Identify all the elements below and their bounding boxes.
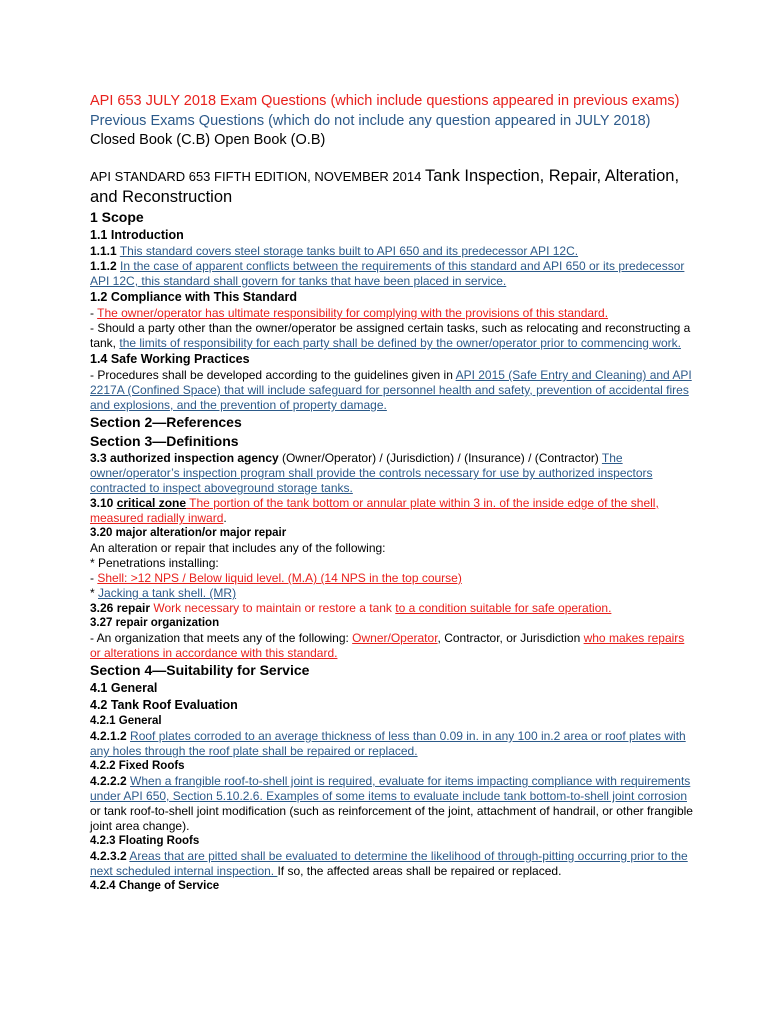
def-3-3: 3.3 authorized inspection agency (Owner/Operator) / (Jurisdiction) / (Insurance) / (Contractor) The owner/operator’s inspection program shall provide the controls necessary for use by authorized inspectors contracted to inspect aboveground storage tanks. bbox=[90, 451, 653, 495]
link-owner-responsibility[interactable]: The owner/operator has ultimate responsibility for complying with the provisions of this standard. bbox=[97, 306, 609, 320]
heading-4-2-1: 4.2.1 General bbox=[90, 715, 162, 727]
para-4-2-2-2: 4.2.2.2 When a frangible roof-to-shell joint is required, evaluate for items impacting compliance with requirements under API 650, Section 5.10.2.6. Examples of some items to evaluate include tank bottom-to-shell joint corrosion or tank roof-to-shell joint modification (such as reinforcement of the joint, attachment of handrail, or other frangible joint area change). bbox=[90, 774, 693, 833]
link-4-2-2-2[interactable]: When a frangible roof-to-shell joint is required, evaluate for items impacting compliance with requirements under API 650, Section 5.10.2.6. Examples of some items to evaluate include tank bottom-to-shell joint corrosion bbox=[90, 774, 691, 803]
para-1-1-1: 1.1.1 This standard covers steel storage tanks built to API 650 and its predecessor API 12C. bbox=[90, 244, 579, 258]
para-safe-working: - Procedures shall be developed according to the guidelines given in API 2015 (Safe Entry and Cleaning) and API 2217A (Confined Space) that will include safeguard for personnel health and safety, prevention of accidental fires and explosions, and the prevention of property damage. bbox=[90, 368, 692, 412]
heading-introduction: 1.1 Introduction bbox=[90, 228, 184, 242]
def-3-27-text: - An organization that meets any of the following: Owner/Operator, Contractor, or Jurisdiction who makes repairs or alterations in accordance with this standard. bbox=[90, 631, 685, 660]
heading-4-1: 4.1 General bbox=[90, 681, 158, 695]
exam-questions-note: API 653 JULY 2018 Exam Questions (which include questions appeared in previous exams) bbox=[90, 93, 680, 109]
heading-scope: 1 Scope bbox=[90, 209, 144, 225]
heading-safe-working: 1.4 Safe Working Practices bbox=[90, 352, 250, 366]
term-critical-zone: critical zone bbox=[116, 496, 187, 510]
link-jacking[interactable]: Jacking a tank shell. (MR) bbox=[98, 586, 237, 600]
previous-exams-note: Previous Exams Questions (which do not include any question appeared in JULY 2018) bbox=[90, 113, 651, 129]
para-4-2-3-2: 4.2.3.2 Areas that are pitted shall be evaluated to determine the likelihood of through-pitting occurring prior to the next scheduled internal inspection. If so, the affected areas shall be repaired or replaced. bbox=[90, 849, 688, 878]
para-compliance-2: - Should a party other than the owner/operator be assigned certain tasks, such as relocating and reconstructing a tank, the limits of responsibility for each party shall be defined by the owner/operator prior to commencing work. bbox=[90, 321, 691, 350]
link-1-1-2[interactable]: In the case of apparent conflicts between the requirements of this standard and API 650 or its predecessor API 12C, this standard shall govern for tanks that have been placed in service. bbox=[90, 259, 685, 288]
link-4-2-3-2[interactable]: Areas that are pitted shall be evaluated to determine the likelihood of through-pitting occurring prior to the next scheduled internal inspection. bbox=[90, 849, 688, 878]
link-3-10[interactable]: The portion of the tank bottom or annular plate within 3 in. of the inside edge of the shell, measured radially inward bbox=[90, 496, 659, 525]
def-3-20-bullet-2: - Shell: >12 NPS / Below liquid level. (M.A) (14 NPS in the top course) bbox=[90, 571, 462, 585]
standard-name: Tank Inspection, Repair, Alteration, and Reconstruction bbox=[90, 167, 680, 206]
para-compliance-1: - The owner/operator has ultimate responsibility for complying with the provisions of this standard. bbox=[90, 306, 609, 320]
def-3-10: 3.10 critical zone The portion of the tank bottom or annular plate within 3 in. of the inside edge of the shell, measured radially inward. bbox=[90, 496, 659, 525]
link-3-3[interactable]: The owner/operator’s inspection program shall provide the controls necessary for use by authorized inspectors contracted to inspect aboveground storage tanks. bbox=[90, 451, 653, 495]
heading-4-2-3: 4.2.3 Floating Roofs bbox=[90, 835, 200, 847]
heading-4-2-4: 4.2.4 Change of Service bbox=[90, 880, 220, 892]
link-3-26[interactable]: to a condition suitable for safe operation. bbox=[395, 601, 612, 615]
link-owner-operator[interactable]: Owner/Operator bbox=[352, 631, 438, 645]
heading-section-2: Section 2—References bbox=[90, 414, 242, 430]
link-3-27[interactable]: who makes repairs or alterations in accordance with this standard. bbox=[90, 631, 685, 660]
heading-section-3: Section 3—Definitions bbox=[90, 433, 239, 449]
def-3-20-text: An alteration or repair that includes any of the following: bbox=[90, 541, 386, 555]
def-3-20-bullet-3: * Jacking a tank shell. (MR) bbox=[90, 586, 237, 600]
heading-section-4: Section 4—Suitability for Service bbox=[90, 662, 310, 678]
para-1-1-2: 1.1.2 In the case of apparent conflicts between the requirements of this standard and API 650 or its predecessor API 12C, this standard shall govern for tanks that have been placed in service. bbox=[90, 259, 685, 288]
link-4-2-1-2[interactable]: Roof plates corroded to an average thickness of less than 0.09 in. in any 100 in.2 area or roof plates with any holes through the roof plate shall be repaired or replaced. bbox=[90, 729, 686, 758]
standard-edition: API STANDARD 653 FIFTH EDITION, NOVEMBER 2014 bbox=[90, 169, 422, 184]
para-4-2-1-2: 4.2.1.2 Roof plates corroded to an average thickness of less than 0.09 in. in any 100 in.2 area or roof plates with any holes through the roof plate shall be repaired or replaced. bbox=[90, 729, 686, 758]
heading-compliance: 1.2 Compliance with This Standard bbox=[90, 290, 297, 304]
standard-title bbox=[90, 166, 698, 208]
link-limits-responsibility[interactable]: the limits of responsibility for each party shall be defined by the owner/operator prior to commencing work. bbox=[119, 336, 681, 350]
link-api-2015[interactable]: API 2015 (Safe Entry and Cleaning) and API 2217A (Confined Space) that will include safeguard for personnel health and safety, prevention of accidental fires and explosions, and the prevention of property damage. bbox=[90, 368, 692, 412]
def-3-26: 3.26 repair Work necessary to maintain or restore a tank to a condition suitable for safe operation. bbox=[90, 601, 612, 615]
book-legend: Closed Book (C.B) Open Book (O.B) bbox=[90, 132, 326, 148]
def-3-20-bullet-1: * Penetrations installing: bbox=[90, 556, 219, 570]
heading-4-2-2: 4.2.2 Fixed Roofs bbox=[90, 760, 185, 772]
link-1-1-1[interactable]: This standard covers steel storage tanks built to API 650 and its predecessor API 12C. bbox=[119, 244, 579, 258]
heading-4-2: 4.2 Tank Roof Evaluation bbox=[90, 698, 238, 712]
def-3-20-term: 3.20 major alteration/or major repair bbox=[90, 527, 287, 539]
def-3-27-term: 3.27 repair organization bbox=[90, 617, 220, 629]
link-shell-nps[interactable]: Shell: >12 NPS / Below liquid level. (M.A) (14 NPS in the top course) bbox=[97, 571, 462, 585]
